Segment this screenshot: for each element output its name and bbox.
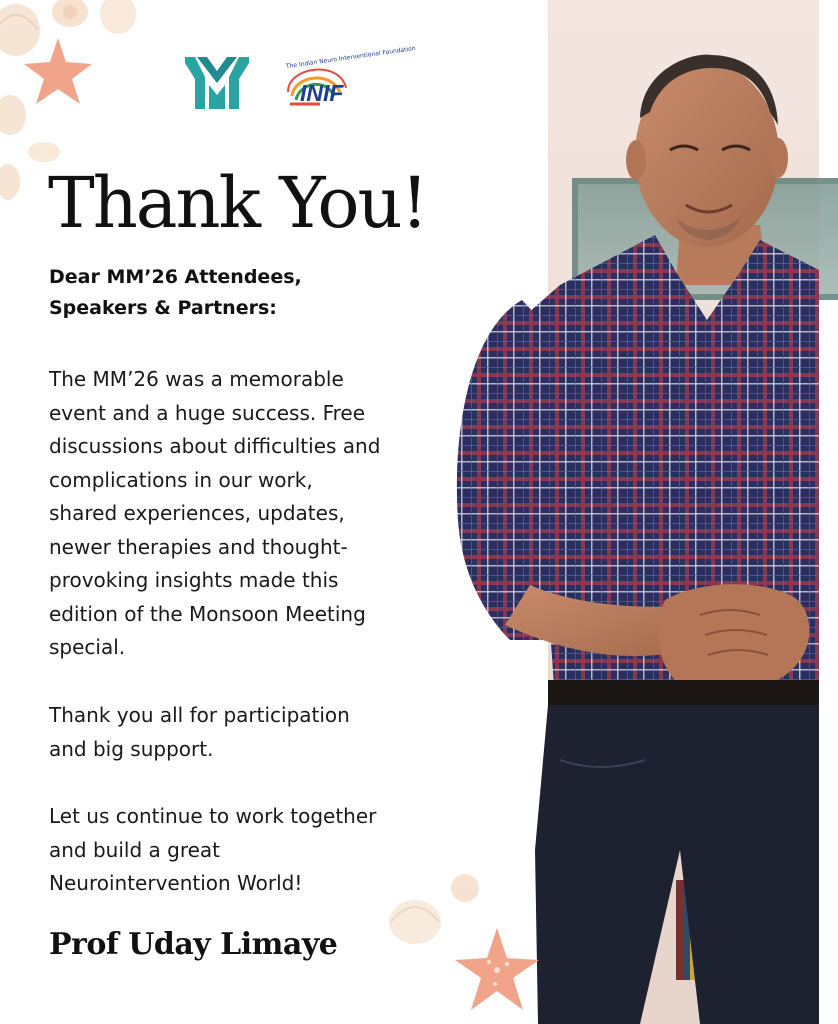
text-line: event and a huge success. Free: [49, 400, 366, 425]
text-line: provoking insights made this: [49, 568, 339, 592]
text-line: edition of the Monsoon Meeting: [49, 601, 366, 626]
text-line: complications in our work,: [49, 467, 313, 492]
text-line: shared experiences, updates,: [49, 501, 345, 525]
text-line: The MM’26 was a memorable: [49, 367, 344, 391]
starfish-icon: [24, 38, 92, 104]
text-line: Let us continue to work together: [49, 804, 377, 828]
greeting-line: Dear MM’26 Attendees,: [49, 266, 302, 288]
text-line: discussions about difficulties and: [49, 434, 381, 458]
message-paragraph-1: [49, 363, 380, 665]
signature: Prof Uday Limaye: [49, 927, 338, 962]
belt: [548, 680, 819, 708]
shell-decoration-bottom: [385, 870, 548, 1024]
inif-wordmark: INIF: [300, 80, 344, 106]
greeting: [49, 262, 409, 324]
text-line: and build a great: [49, 837, 221, 862]
text-line: Neurointervention World!: [49, 871, 303, 895]
inif-arc-text: The Indian Neuro Interventional Foundation: [285, 45, 417, 71]
jeans: [535, 705, 819, 1024]
message-paragraph-3: [49, 800, 376, 901]
text-line: special.: [49, 635, 126, 659]
page-title: Thank You!: [48, 162, 427, 244]
message-paragraph-2: [49, 699, 350, 766]
text-line: Thank you all for participation: [49, 703, 350, 727]
text-line: and big support.: [49, 736, 214, 761]
text-line: newer therapies and thought-: [49, 534, 348, 559]
mm-monogram-logo: [183, 53, 251, 113]
greeting-line: Speakers & Partners:: [49, 297, 277, 319]
